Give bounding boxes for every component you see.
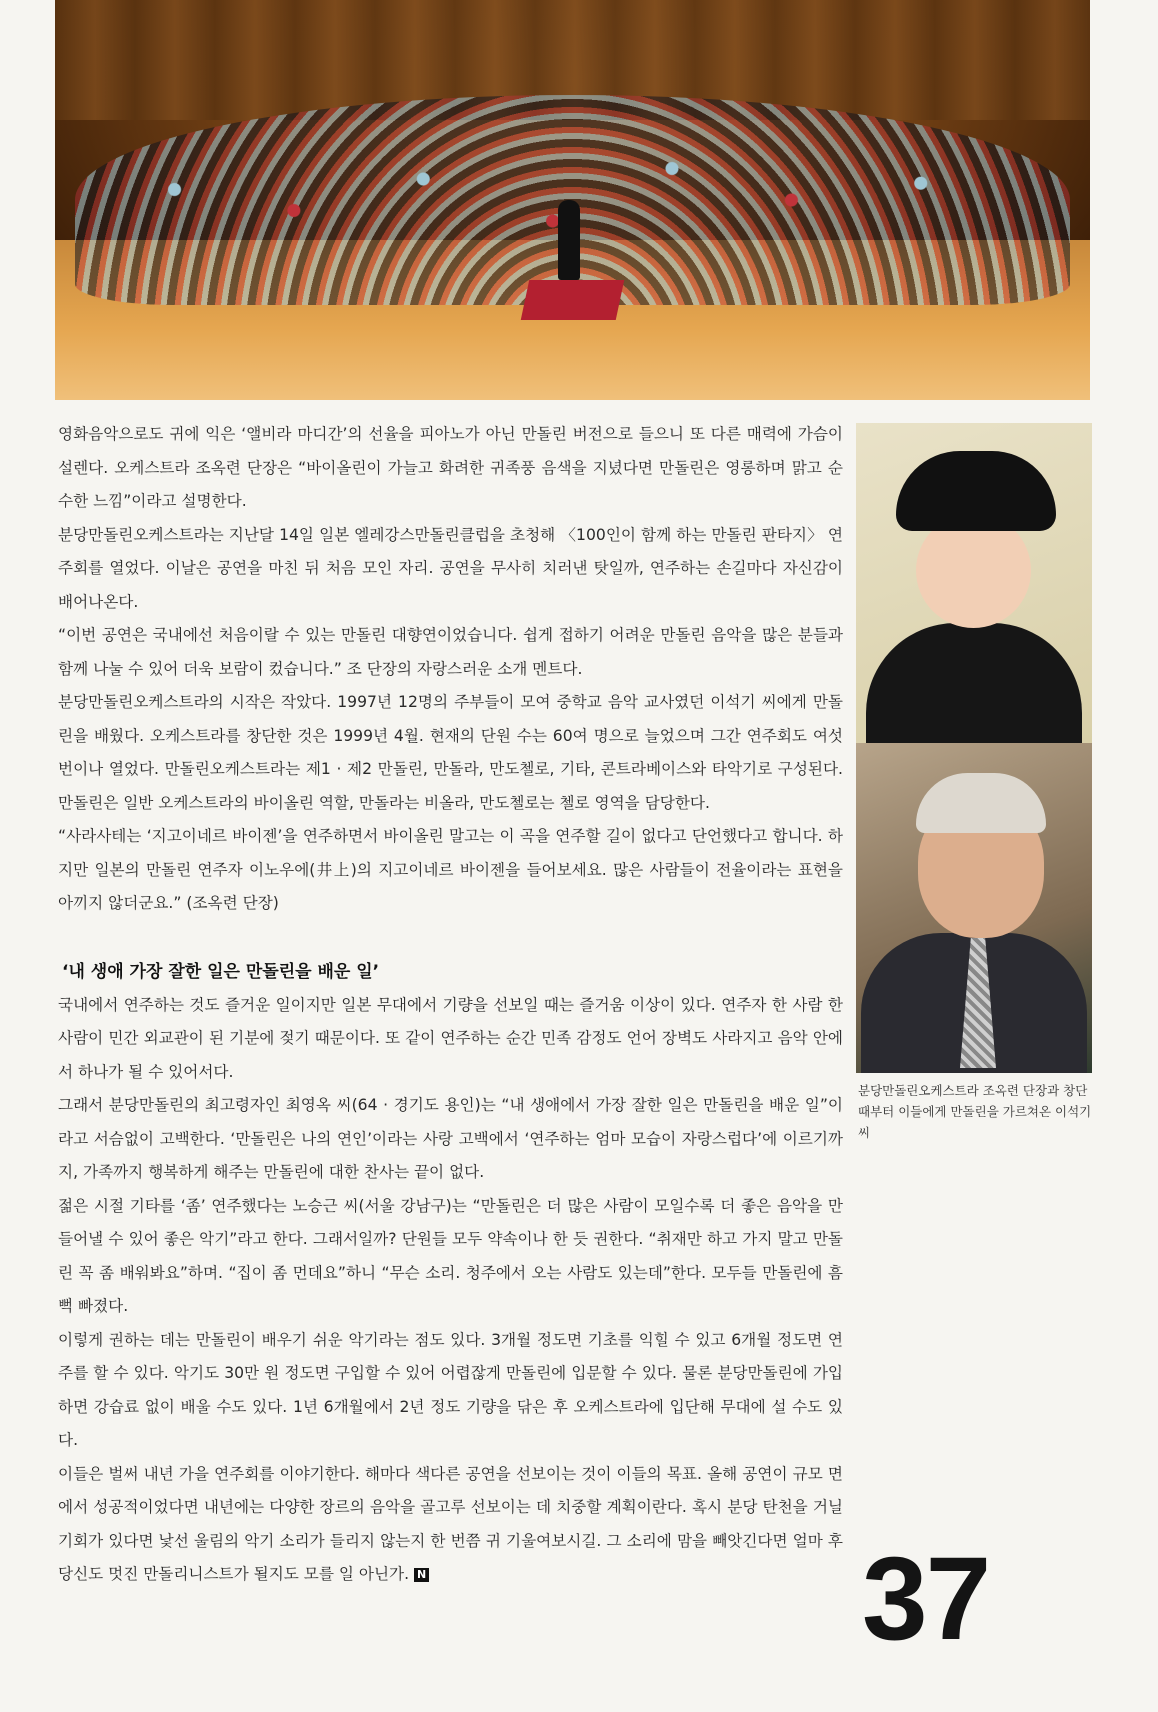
portrait-hat — [896, 451, 1056, 531]
subheading: ‘내 생애 가장 잘한 일은 만돌린을 배운 일’ — [62, 961, 380, 982]
portrait-teacher-photo — [856, 743, 1092, 1073]
paragraph: 영화음악으로도 귀에 익은 ‘앨비라 마디간’의 선율을 피아노가 아닌 만돌린 버전으로 들으니 또 다른 매력에 가슴이 설렌다. 오케스트라 조옥련 단장은 “바이올린이 가늘고 화려한 귀족풍 음색을 지녔다면 만돌린은 영롱하며 맑고 순수한 느낌”이라고 설명한다. — [58, 425, 843, 510]
paragraph: “이번 공연은 국내에선 처음이랄 수 있는 만돌린 대향연이었습니다. 쉽게 접하기 어려운 만돌린 음악을 많은 분들과 함께 나눌 수 있어 더욱 보람이 컸습니다.” 조 단장의 자랑스러운 소개 멘트다. — [58, 626, 843, 678]
end-mark-badge: N — [414, 1568, 429, 1582]
paragraph: 그래서 분당만돌린의 최고령자인 최영옥 씨(64 · 경기도 용인)는 “내 생애에서 가장 잘한 일은 만돌린을 배운 일”이라고 서슴없이 고백한다. ‘만돌린은 나의 연인’이라는 사랑 고백에서 ‘연주하는 엄마 모습이 자랑스럽다’에 이르기까지, 가족까지 행복하게 해주는 만돌린에 대한 찬사는 끝이 없다. — [58, 1096, 843, 1181]
conductor-podium — [521, 280, 625, 320]
conductor — [558, 200, 580, 280]
portrait-body — [866, 623, 1082, 743]
paragraph: 젊은 시절 기타를 ‘좀’ 연주했다는 노승근 씨(서울 강남구)는 “만돌린은 더 많은 사람이 모일수록 더 좋은 음악을 만들어낼 수 있어 좋은 악기”라고 한다. 그래서일까? 단원들 모두 약속이나 한 듯 권한다. “취재만 하고 가지 말고 만돌린 꼭 좀 배워봐요”하며. “집이 좀 먼데요”하니 “무슨 소리. 청주에서 오는 사람도 있는데”한다. 모두들 만돌린에 흠뻑 빠졌다. — [58, 1196, 843, 1315]
paragraph: 국내에서 연주하는 것도 즐거운 일이지만 일본 무대에서 기량을 선보일 때는 즐거움 이상이 있다. 연주자 한 사람 한 사람이 민간 외교관이 된 기분에 젖기 때문이다. 또 같이 연주하는 순간 민족 감정도 언어 장벽도 사라지고 음악 안에서 하나가 될 수 있어서다. — [58, 995, 843, 1081]
paragraph: 분당만돌린오케스트라의 시작은 작았다. 1997년 12명의 주부들이 모여 중학교 음악 교사였던 이석기 씨에게 만돌린을 배웠다. 오케스트라를 창단한 것은 1999년 4월. 현재의 단원 수는 60여 명으로 늘었으며 그간 연주회도 여섯 번이나 열었다. 만돌린오케스트라는 제1 · 제2 만돌린, 만돌라, 만도첼로, 기타, 콘트라베이스와 타악기로 구성된다. 만돌린은 일반 오케스트라의 바이올린 역할, 만돌라는 비올라, 만도첼로는 첼로 영역을 담당한다. — [58, 693, 843, 812]
article-body — [58, 418, 843, 1592]
paragraph: “사라사테는 ‘지고이네르 바이젠’을 연주하면서 바이올린 말고는 이 곡을 연주할 길이 없다고 단언했다고 합니다. 하지만 일본의 만돌린 연주자 이노우에(井上)의 지고이네르 바이젠을 들어보세요. 많은 사람들이 전율이라는 표현을 아끼지 않더군요.” (조옥련 단장) — [58, 827, 843, 912]
orchestra-photo — [55, 0, 1090, 400]
page-number: 37 — [862, 1533, 990, 1665]
paragraph: 이렇게 권하는 데는 만돌린이 배우기 쉬운 악기라는 점도 있다. 3개월 정도면 기초를 익힐 수 있고 6개월 정도면 연주를 할 수 있다. 악기도 30만 원 정도면 구입할 수 있어 어렵잖게 만돌린에 입문할 수 있다. 물론 분당만돌린에 가입하면 강습료 없이 배울 수도 있다. 1년 6개월에서 2년 정도 기량을 닦은 후 오케스트라에 입단해 무대에 설 수도 있다. — [58, 1330, 843, 1449]
portrait-hair — [916, 773, 1046, 833]
paragraph-text: 이들은 벌써 내년 가을 연주회를 이야기한다. 해마다 색다른 공연을 선보이는 것이 이들의 목표. 올해 공연이 규모 면에서 성공적이었다면 내년에는 다양한 장르의 음악을 골고루 선보이는 데 치중할 계획이란다. 혹시 분당 탄천을 거닐 기회가 있다면 낯선 울림의 악기 소리가 들리지 않는지 한 번쯤 귀 기울여보시길. 그 소리에 맘을 빼앗긴다면 얼마 후 당신도 멋진 만돌리니스트가 될지도 모를 일 아닌가. — [58, 1464, 843, 1583]
photo-caption: 분당만돌린오케스트라 조옥련 단장과 창단 때부터 이들에게 만돌린을 가르쳐온 이석기 씨 — [858, 1083, 1092, 1140]
paragraph — [58, 1458, 843, 1592]
portrait-conductor-photo — [856, 423, 1092, 743]
paragraph: 분당만돌린오케스트라는 지난달 14일 일본 엘레강스만돌린클럽을 초청해 〈100인이 함께 하는 만돌린 판타지〉 연주회를 열었다. 이날은 공연을 마친 뒤 처음 모인 자리. 공연을 무사히 치러낸 탓일까, 연주하는 손길마다 자신감이 배어나온다. — [58, 525, 843, 611]
